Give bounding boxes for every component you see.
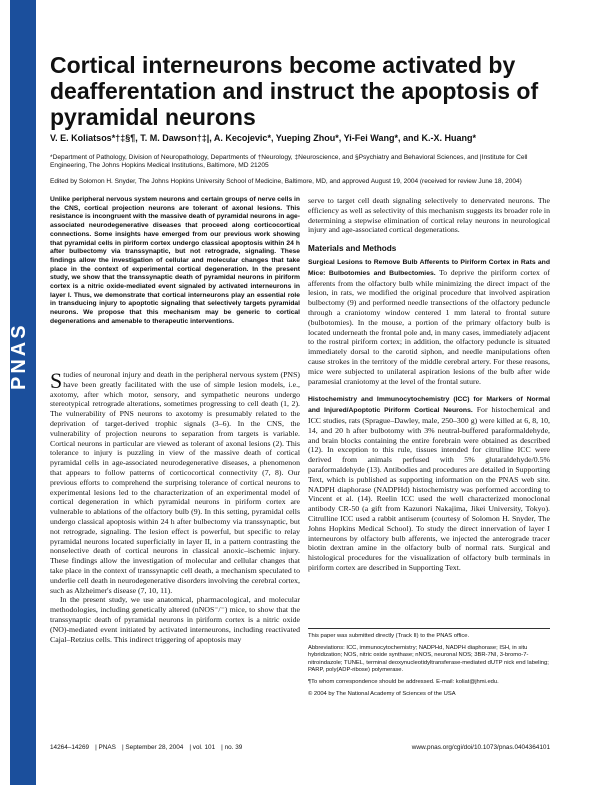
footer-issue: no. 39 <box>224 744 243 751</box>
footer-journal: PNAS <box>98 744 116 751</box>
article-title: Cortical interneurons become activated by deafferentation and instruct the apoptosis of pyramidal neurons <box>50 52 539 130</box>
intro-paragraph-1-text: tudies of neuronal injury and death in the peripheral nervous system (PNS) have been greatly facilitated with the use of simple lesion models, i.e., axotomy, after which motor, sensory, and sympathetic neurons undergo stereotypical retrograde alterations, sometimes progressing to cell death (1, 2). The vulnerability of PNS neurons to axotomy is presumably related to the deprivation of target-derived trophic signals (3–6). In the CNS, the vulnerability of projection neurons to separation from targets is variable. Cortical neurons in particular are viewed as tolerant of axonal lesions (2). This tolerance to injury is puzzling in view of the massive death of cortical pyramidal cells in age-associated neurodegenerative diseases, a phenomenon that appears to follow patterns of corticocortical connectivity (7, 8). Our previous efforts to comprehend the surprising tolerance of cortical neurons to experimental lesions led to the characterization of an experimental model of cortical degeneration in which pyramidal neurons in piriform cortex are vulnerable to ablations of the olfactory bulb (9). In this setting, pyramidal cells undergo classical apoptosis within 24 h after bulbectomy via transsynaptic, but not retrograde, signaling. The lesion effect is powerful, but specific to relay pyramidal neurons located superficially in layer II, in a pattern contrasting the nonselective death of cortical neurons in classical anoxic–ischemic injury. These findings allow the investigation of molecular and cellular changes that take place in the context of transsynaptic cell death, a mechanism speculated to underlie cell death in neurodegenerative disorders involving the cerebral cortex, such as Alzheimer's disease (7, 10, 11). <box>50 370 300 595</box>
footnote-correspondence: ¶To whom correspondence should be addressed. E-mail: koliat@jhmi.edu. <box>308 678 499 685</box>
methods-subheading-2: Histochemistry and Immunocytochemistry (ICC) for Markers of Normal and Injured/Apoptotic Piriform Cortical Neurons. <box>308 396 550 415</box>
footer-doi-link[interactable]: www.pnas.org/cgi/doi/10.1073/pnas.0404364101 <box>411 744 550 751</box>
methods-paragraph-2 <box>308 394 550 572</box>
page-footer <box>50 744 550 751</box>
footnote-track: This paper was submitted directly (Track II) to the PNAS office. <box>308 633 470 639</box>
introduction <box>50 370 300 644</box>
footer-pages: 14264–14269 <box>50 744 90 751</box>
footnote-copyright: © 2004 by The National Academy of Sciences of the USA <box>308 690 456 697</box>
footnote-abbreviations: Abbreviations: ICC, immunocytochemistry; NADPHd, NADPH diaphorase; ISH, in situ hybridization; NOS, nitric oxide synthase; nNOS, neuronal NOS; 3BR-7NI, 3-bromo-7-nitroindazole; TUNEL, terminal deoxynucleotidyltransferase-mediated dUTP nick end labeling; PARP, poly(ADP-ribose) polymerase. <box>308 644 549 674</box>
sidebar-journal-logo: PNAS <box>8 322 30 390</box>
methods-paragraph-1-text: To deprive the piriform cortex of afferents from the olfactory bulb while minimizing the direct impact of the lesion, in rats, we modified the original procedure that involved aspiration bulbectomy (9) and performed needle transections of the olfactory peduncle through a craniotomy window centered 1 mm lateral to frontal suture (bulbotomies). In the mouse, a portion of the primary olfactory bulb is located underneath the frontal pole and, in many cases, immediately adjacent to the rostral piriform cortex; in addition, the olfactory peduncle is situated immediately dorsal to the carotid siphon, and needle manipulations often cause strokes in the territory of the middle cerebral artery. For these reasons, mice were subjected to unilateral aspiration lesions of the bulb after wide paramesial craniotomy at the level of the frontal suture. <box>308 267 550 386</box>
journal-sidebar <box>0 0 40 785</box>
affiliations: *Department of Pathology, Division of Neuropathology, Departments of †Neurology, ‡Neuroscience, and §Psychiatry and Behavioral Sciences, and |Institute for Cell Engineering, The Johns Hopkins Medical Institutions, Baltimore, MD 21205 <box>50 154 528 169</box>
intro-paragraph-1 <box>50 370 300 595</box>
footer-citation: 14264–14269 | PNAS | September 28, 2004 | vol. 101 | no. 39 <box>50 744 243 751</box>
sidebar-ribbon <box>10 0 36 785</box>
author-list: V. E. Koliatsos*†‡§¶, T. M. Dawson†‡|, A. Kecojevic*, Yueping Zhou*, Yi-Fei Wang*, and K.-X. Huang* <box>50 133 476 143</box>
footer-volume: vol. 101 <box>192 744 216 751</box>
methods-heading: Materials and Methods <box>308 244 397 254</box>
abstract: Unlike peripheral nervous system neurons and certain groups of nerve cells in the CNS, cortical projection neurons are tolerant of axonal lesions. This resistance is incongruent with the massive death of pyramidal neurons in age-associated neurodegenerative diseases that proceed along corticocortical connections. Some insights have emerged from our previous work showing that pyramidal cells in piriform cortex undergo classical apoptosis within 24 h after bulbectomy via transsynaptic, but not retrograde, signaling. These findings allow the investigation of cellular and molecular changes that take place in the context of experimental cortical degeneration. In the present study, we show that the transsynaptic death of pyramidal neurons in piriform cortex is a nitric oxide-mediated event signaled by activated interneurons in layer I. Thus, we demonstrate that cortical interneurons play an essential role in transducing injury to apoptotic signaling that selectively targets pyramidal neurons. We propose that this mechanism may be generic to cortical degenerations and amenable to therapeutic interventions. <box>50 196 300 325</box>
intro-continued: serve to target cell death signaling selectively to denervated neurons. The efficiency as well as selectivity of this mechanism suggests its broader role in determining a stepwise elimination of cortical relay neurons in neurological injury and age-associated cortical degenerations. <box>308 196 550 235</box>
edited-by: Edited by Solomon H. Snyder, The Johns Hopkins University School of Medicine, Baltimore, MD, and approved August 19, 2004 (received for review June 18, 2004) <box>50 178 522 185</box>
intro-paragraph-2: In the present study, we use anatomical, pharmacological, and molecular methodologies, including genetically altered (nNOS⁻/⁻) mice, to show that the transsynaptic death of pyramidal neurons in piriform cortex is a nitric oxide (NO)-mediated event initiated by activated interneurons, including reactivated Cajal–Retzius cells. This indirect triggering of apoptosis may <box>50 595 300 644</box>
methods-paragraph-1 <box>308 257 550 386</box>
footnotes <box>308 628 550 702</box>
right-column <box>308 196 550 573</box>
methods-paragraph-2-text: For histochemical and ICC studies, rats (Sprague–Dawley, male, 250–300 g) were killed at 6, 8, 10, 14, and 20 h after bulbotomy with 3% neutral-buffered paraformaldehyde, and brain blocks containing the entire forebrain were obtained as described (12). In exception to this rule, tissues intended for citrulline ICC were derived from animals perfused with 5% glutaraldehyde/0.5% paraformaldehyde (13). Antibodies and procedures are detailed in Supporting Text, which is published as supporting information on the PNAS web site. NADPH diaphorase (NADPHd) histochemistry was performed according to Vincent et al. (14). Reelin ICC used the well characterized monoclonal antibody CR-50 (a gift from Kazunori Nakajima, Jikei University, Tokyo). Citrulline ICC used a rabbit antiserum (courtesy of Solomon H. Snyder, The Johns Hopkins Medical School). To study the direct innervation of layer I interneurons by olfactory bulb afferents, we injected the anterograde tracer biotin dextran amine in the olfactory bulb of normal rats. Surgical and histological procedures for the visualization of olfactory bulb terminals in piriform cortex are described in Supporting Text. <box>308 405 551 572</box>
methods-subheading-1: Surgical Lesions to Remove Bulb Afferents to Piriform Cortex in Rats and Mice: Bulbotomies and Bulbectomies. <box>308 258 550 277</box>
footer-date: September 28, 2004 <box>125 744 184 751</box>
drop-cap: S <box>50 368 63 393</box>
